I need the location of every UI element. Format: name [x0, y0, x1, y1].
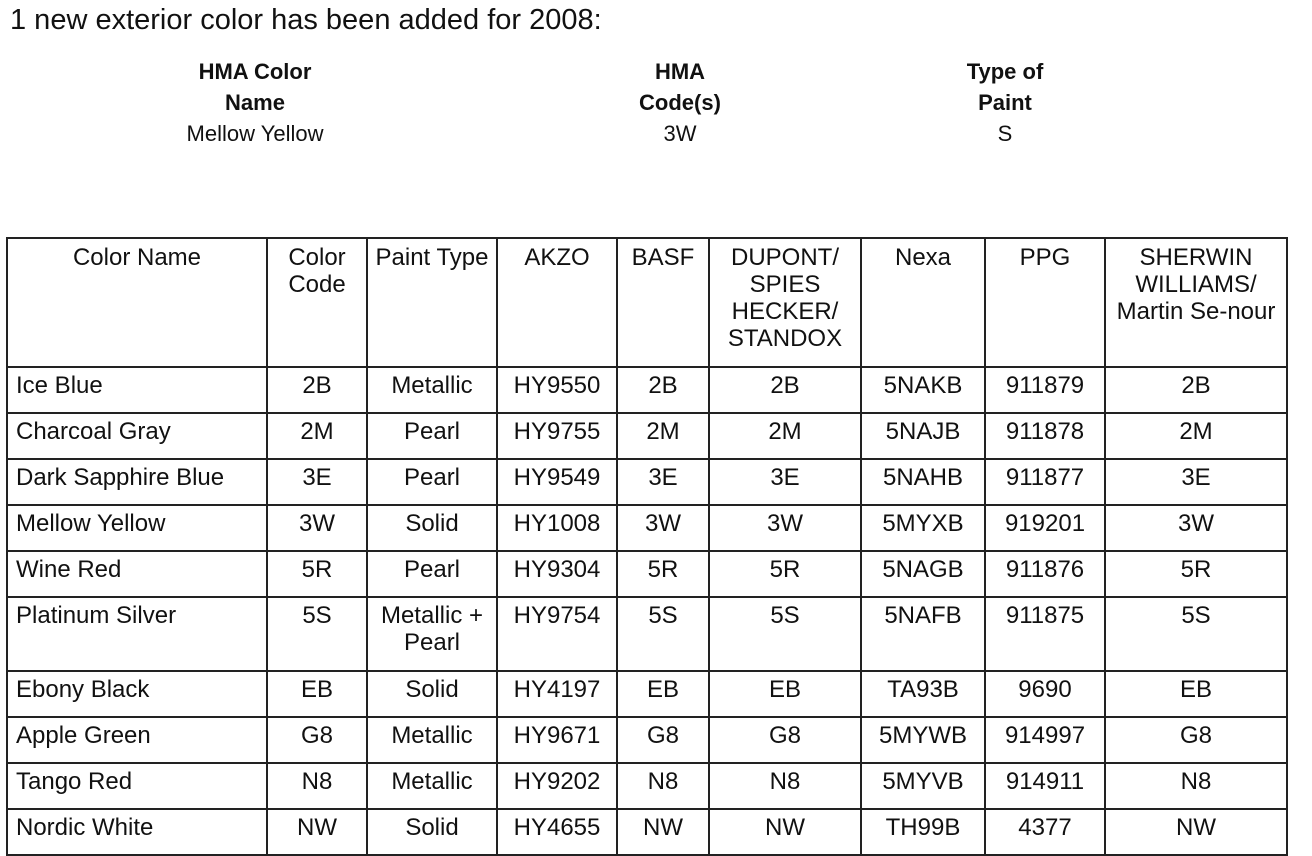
header-dupont: DUPONT/ SPIES HECKER/ STANDOX — [709, 238, 861, 367]
headline: 1 new exterior color has been added for 2008: — [10, 4, 602, 36]
table-cell: HY4655 — [497, 809, 617, 855]
table-cell: N8 — [617, 763, 709, 809]
table-row — [7, 597, 1287, 671]
table-cell: 5NAKB — [861, 367, 985, 413]
color-name-cell: Dark Sapphire Blue — [7, 459, 267, 505]
color-name-cell: Ice Blue — [7, 367, 267, 413]
table-cell: EB — [709, 671, 861, 717]
table-cell: HY9754 — [497, 597, 617, 671]
table-cell: 9690 — [985, 671, 1105, 717]
color-name-cell: Mellow Yellow — [7, 505, 267, 551]
table-cell: 5NAFB — [861, 597, 985, 671]
table-header-row — [7, 238, 1287, 367]
table-cell: 5S — [617, 597, 709, 671]
header-paint-type: Paint Type — [367, 238, 497, 367]
table-cell: 5S — [709, 597, 861, 671]
table-row — [7, 809, 1287, 855]
table-cell: 3W — [1105, 505, 1287, 551]
table-cell: EB — [1105, 671, 1287, 717]
table-cell: 5R — [1105, 551, 1287, 597]
table-cell: TH99B — [861, 809, 985, 855]
new-color-code-value: 3W — [663, 121, 697, 146]
table-cell: 5S — [1105, 597, 1287, 671]
table-cell: Metallic + Pearl — [367, 597, 497, 671]
new-color-code-column — [580, 56, 780, 149]
table-cell: 2M — [709, 413, 861, 459]
table-row — [7, 367, 1287, 413]
table-cell: 914911 — [985, 763, 1105, 809]
table-row — [7, 717, 1287, 763]
table-cell: HY9304 — [497, 551, 617, 597]
color-name-cell: Tango Red — [7, 763, 267, 809]
new-color-type-column — [905, 56, 1105, 149]
table-cell: Metallic — [367, 367, 497, 413]
table-cell: 914997 — [985, 717, 1105, 763]
table-cell: 3E — [709, 459, 861, 505]
header-ppg: PPG — [985, 238, 1105, 367]
table-row — [7, 413, 1287, 459]
table-cell: 911878 — [985, 413, 1105, 459]
table-cell: 3E — [617, 459, 709, 505]
table-cell: 5NAGB — [861, 551, 985, 597]
table-cell: HY9755 — [497, 413, 617, 459]
table-cell: Pearl — [367, 413, 497, 459]
table-cell: G8 — [267, 717, 367, 763]
table-cell: G8 — [617, 717, 709, 763]
table-cell: 2M — [617, 413, 709, 459]
table-cell: G8 — [709, 717, 861, 763]
table-cell: 2B — [1105, 367, 1287, 413]
table-cell: NW — [709, 809, 861, 855]
new-color-name-value: Mellow Yellow — [186, 121, 324, 146]
color-name-cell: Ebony Black — [7, 671, 267, 717]
table-cell: 2B — [617, 367, 709, 413]
table-cell: 2B — [709, 367, 861, 413]
table-row — [7, 505, 1287, 551]
new-color-code-header: HMA Code(s) — [639, 59, 721, 115]
table-cell: Metallic — [367, 717, 497, 763]
table-cell: N8 — [709, 763, 861, 809]
table-cell: 5R — [617, 551, 709, 597]
table-cell: N8 — [267, 763, 367, 809]
new-color-name-header: HMA Color Name — [198, 59, 312, 115]
table-row — [7, 459, 1287, 505]
table-cell: 5MYXB — [861, 505, 985, 551]
table-cell: Pearl — [367, 551, 497, 597]
table-cell: Pearl — [367, 459, 497, 505]
table-cell: 3W — [617, 505, 709, 551]
table-cell: Solid — [367, 505, 497, 551]
table-cell: EB — [267, 671, 367, 717]
table-body — [7, 367, 1287, 855]
table-cell: EB — [617, 671, 709, 717]
paint-code-table-wrapper — [6, 237, 1288, 856]
table-cell: 2M — [1105, 413, 1287, 459]
header-akzo: AKZO — [497, 238, 617, 367]
new-color-name-column — [140, 56, 370, 149]
table-cell: TA93B — [861, 671, 985, 717]
table-cell: 3E — [1105, 459, 1287, 505]
header-color-name: Color Name — [7, 238, 267, 367]
table-cell: 5R — [267, 551, 367, 597]
table-cell: Solid — [367, 671, 497, 717]
table-cell: 3W — [267, 505, 367, 551]
table-cell: 3E — [267, 459, 367, 505]
table-row — [7, 763, 1287, 809]
new-color-type-value: S — [997, 121, 1013, 146]
paint-code-table — [6, 237, 1288, 856]
color-name-cell: Wine Red — [7, 551, 267, 597]
table-cell: N8 — [1105, 763, 1287, 809]
color-name-cell: Apple Green — [7, 717, 267, 763]
table-cell: HY1008 — [497, 505, 617, 551]
table-cell: 5S — [267, 597, 367, 671]
color-name-cell: Platinum Silver — [7, 597, 267, 671]
table-cell: 2M — [267, 413, 367, 459]
table-row — [7, 671, 1287, 717]
table-cell: 5MYWB — [861, 717, 985, 763]
table-cell: G8 — [1105, 717, 1287, 763]
table-cell: 5MYVB — [861, 763, 985, 809]
table-cell: 919201 — [985, 505, 1105, 551]
header-sherwin-williams: SHERWIN WILLIAMS/ Martin Se-nour — [1105, 238, 1287, 367]
table-cell: 5NAHB — [861, 459, 985, 505]
table-cell: HY9202 — [497, 763, 617, 809]
table-cell: NW — [1105, 809, 1287, 855]
table-cell: 911877 — [985, 459, 1105, 505]
table-cell: 911879 — [985, 367, 1105, 413]
table-cell: 4377 — [985, 809, 1105, 855]
table-cell: HY9671 — [497, 717, 617, 763]
table-cell: 911875 — [985, 597, 1105, 671]
table-cell: Solid — [367, 809, 497, 855]
table-cell: HY9549 — [497, 459, 617, 505]
table-cell: 5NAJB — [861, 413, 985, 459]
table-cell: HY9550 — [497, 367, 617, 413]
header-nexa: Nexa — [861, 238, 985, 367]
header-basf: BASF — [617, 238, 709, 367]
table-cell: NW — [617, 809, 709, 855]
table-cell: 2B — [267, 367, 367, 413]
color-name-cell: Charcoal Gray — [7, 413, 267, 459]
new-color-type-header: Type of Paint — [966, 59, 1044, 115]
table-row — [7, 551, 1287, 597]
table-cell: 3W — [709, 505, 861, 551]
header-color-code: Color Code — [267, 238, 367, 367]
table-cell: NW — [267, 809, 367, 855]
table-cell: Metallic — [367, 763, 497, 809]
color-name-cell: Nordic White — [7, 809, 267, 855]
table-cell: 911876 — [985, 551, 1105, 597]
table-cell: HY4197 — [497, 671, 617, 717]
table-cell: 5R — [709, 551, 861, 597]
